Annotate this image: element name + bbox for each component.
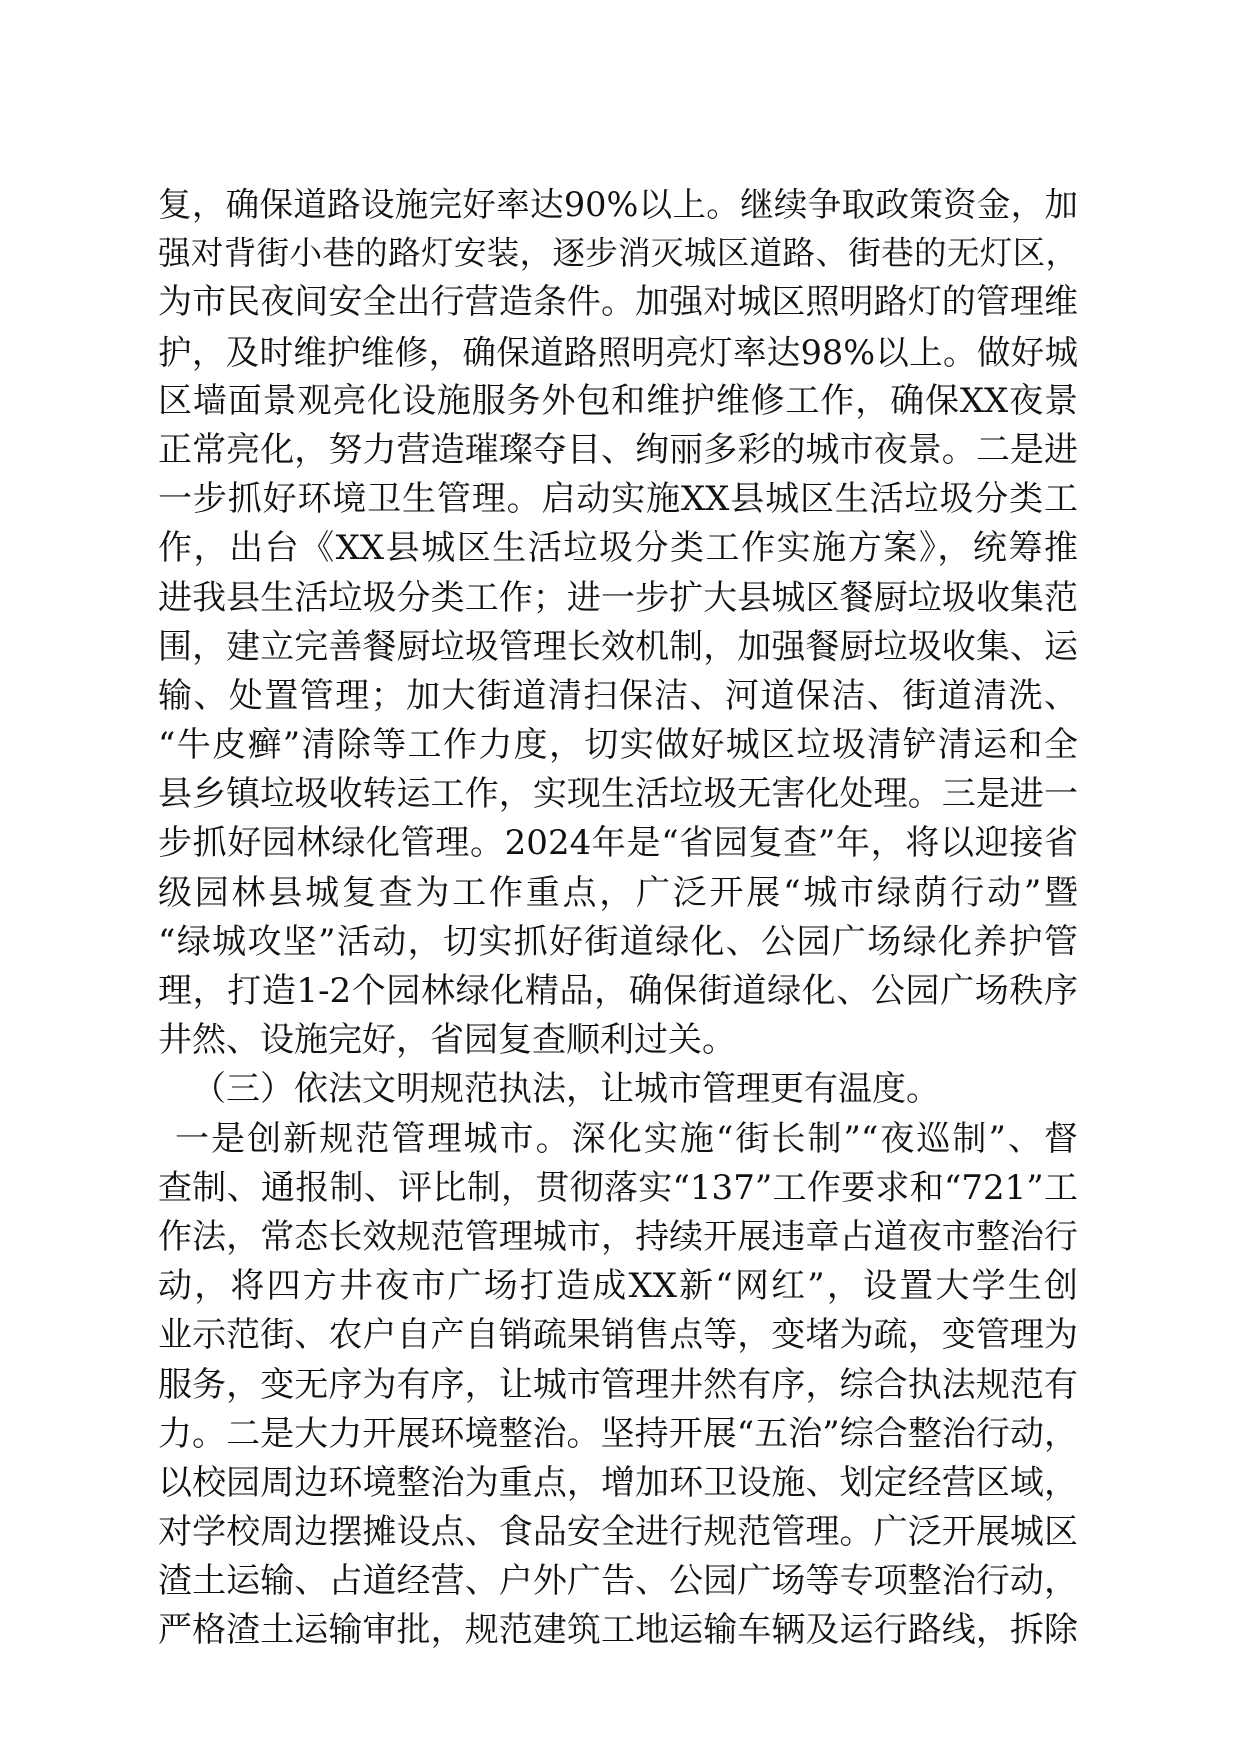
text-line-22: 作法，常态长效规范管理城市，持续开展违章占道夜市整治行: [158, 1216, 1078, 1257]
text-line-9: 进我县生活垃圾分类工作；进一步扩大县城区餐厨垃圾收集范: [158, 577, 1078, 618]
text-line-10: 围，建立完善餐厨垃圾管理长效机制，加强餐厨垃圾收集、运: [158, 626, 1078, 667]
text-line-5: 区墙面景观亮化设施服务外包和维护维修工作，确保XX夜景: [158, 380, 1078, 421]
text-line-11: 输、处置管理；加大街道清扫保洁、河道保洁、街道清洗、: [158, 675, 1078, 716]
text-line-16: “绿城攻坚”活动，切实抓好街道绿化、公园广场绿化养护管: [158, 921, 1078, 962]
text-line-8: 作，出台《XX县城区生活垃圾分类工作实施方案》，统筹推: [158, 528, 1078, 569]
text-line-14: 步抓好园林绿化管理。2024年是“省园复查”年，将以迎接省: [158, 823, 1078, 864]
body-text: [158, 180, 1078, 1656]
text-line-13: 县乡镇垃圾收转运工作，实现生活垃圾无害化处理。三是进一: [158, 774, 1078, 815]
text-line-1: 复，确保道路设施完好率达90%以上。继续争取政策资金，加: [158, 185, 1078, 224]
text-line-2: 强对背街小巷的路灯安装，逐步消灭城区道路、街巷的无灯区，: [158, 234, 1078, 273]
text-line-29: 渣土运输、占道经营、户外广告、公园广场等专项整治行动，: [158, 1561, 1078, 1602]
text-line-17: 理，打造1-2个园林绿化精品，确保街道绿化、公园广场秩序: [158, 971, 1078, 1011]
text-line-23: 动，将四方井夜市广场打造成XX新“网红”，设置大学生创: [158, 1266, 1078, 1307]
text-line-25: 服务，变无序为有序，让城市管理井然有序，综合执法规范有: [158, 1364, 1078, 1405]
text-line-30: 严格渣土运输审批，规范建筑工地运输车辆及运行路线，拆除: [158, 1610, 1078, 1651]
text-line-3: 为市民夜间安全出行营造条件。加强对城区照明路灯的管理维: [158, 282, 1078, 323]
text-line-21: 查制、通报制、评比制，贯彻落实“137”工作要求和“721”工: [158, 1167, 1078, 1208]
text-line-28: 对学校周边摆摊设点、食品安全进行规范管理。广泛开展城区: [158, 1512, 1078, 1553]
text-line-18: 井然、设施完好，省园复查顺利过关。: [158, 1020, 736, 1061]
text-line-27: 以校园周边环境整治为重点，增加环卫设施、划定经营区域，: [158, 1462, 1078, 1503]
text-line-4: 护，及时维护维修，确保道路照明亮灯率达98%以上。做好城: [158, 332, 1078, 372]
text-line-7: 一步抓好环境卫生管理。启动实施XX县城区生活垃圾分类工: [158, 479, 1078, 520]
section-heading: （三）依法文明规范执法，让城市管理更有温度。: [192, 1069, 940, 1110]
text-line-6: 正常亮化，努力营造璀璨夺目、绚丽多彩的城市夜景。二是进: [158, 429, 1078, 470]
text-line-26: 力。二是大力开展环境整治。坚持开展“五治”综合整治行动，: [158, 1413, 1078, 1454]
text-line-20: 一是创新规范管理城市。深化实施“街长制”“夜巡制”、督: [175, 1118, 1078, 1159]
text-line-12: “牛皮癣”清除等工作力度，切实做好城区垃圾清铲清运和全: [158, 725, 1078, 766]
text-line-24: 业示范街、农户自产自销疏果销售点等，变堵为疏，变管理为: [158, 1315, 1078, 1356]
text-line-15: 级园林县城复查为工作重点，广泛开展“城市绿荫行动”暨: [158, 872, 1078, 913]
